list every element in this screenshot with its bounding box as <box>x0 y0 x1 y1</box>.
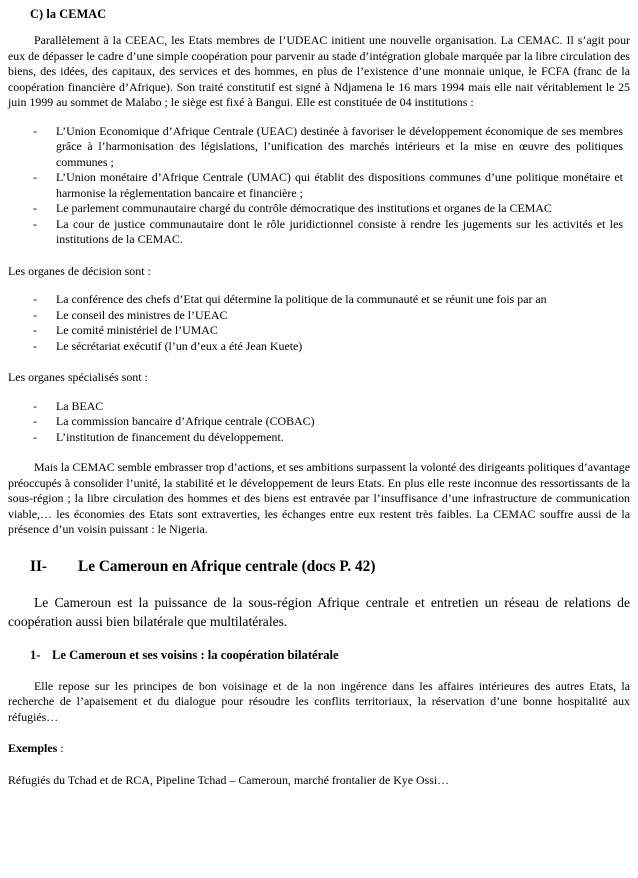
list-item <box>8 399 630 415</box>
list-item-text: L’institution de financement du développement. <box>56 429 284 444</box>
label-examples-colon: : <box>57 741 64 755</box>
list-item-text: Le sécrétariat exécutif (l’un d’eux a été Jean Kuete) <box>56 338 303 353</box>
dash-marker: - <box>33 429 37 444</box>
heading-subsection-1-text: Le Cameroun et ses voisins : la coopération bilatérale <box>52 647 339 662</box>
paragraph-cameroun-intro: Le Cameroun est la puissance de la sous-région Afrique centrale et entretien un réseau de relations de coopération aussi bien bilatérale que multilatérales. <box>8 594 630 629</box>
heading-section-ii-text: Le Cameroun en Afrique centrale (docs P. 42) <box>78 557 376 575</box>
list-item <box>8 339 630 355</box>
dash-marker: - <box>33 323 37 337</box>
paragraph-specialized-intro: Les organes spécialisés sont : <box>8 370 148 384</box>
list-item-text: La conférence des chefs d’Etat qui détermine la politique de la communauté et se réunit une fois par an <box>56 292 547 306</box>
paragraph-decision-intro: Les organes de décision sont : <box>8 263 151 278</box>
list-cemac-institutions <box>8 124 630 248</box>
dash-marker: - <box>33 414 37 428</box>
document-body <box>8 7 630 788</box>
heading-section-ii-number: II- <box>30 557 47 575</box>
dash-marker: - <box>33 307 37 322</box>
list-item <box>8 170 630 201</box>
list-specialized-organs <box>8 399 630 446</box>
list-item-text: Le comité ministériel de l’UMAC <box>56 323 218 337</box>
paragraph-examples-text: Réfugiés du Tchad et de RCA, Pipeline Tchad – Cameroun, marché frontalier de Kye Ossi… <box>8 772 450 787</box>
paragraph-bilateral-principles: Elle repose sur les principes de bon voisinage et de la non ingérence dans les affaires intérieures des autres Etats, la recherche de l’apaisement et du dialogue pour résoudre les conflits territoriaux, la réservation d’une bonne hospitalité aux réfugiés… <box>8 678 630 724</box>
list-item <box>8 323 630 339</box>
dash-marker: - <box>33 292 37 306</box>
dash-marker: - <box>33 201 37 215</box>
heading-section-c: C) la CEMAC <box>30 7 107 21</box>
list-item-text: La BEAC <box>56 398 104 413</box>
dash-marker: - <box>33 216 37 231</box>
paragraph-cemac-intro: Parallèlement à la CEEAC, les Etats membres de l’UDEAC initient une nouvelle organisation. La CEMAC. Il s’agit pour eux de dépasser le cadre d’une simple coopération pour parvenir au stade d’intégration globale marquée par la libre circulation des biens, des idées, des capitaux, des services et des hommes, en plus de l’existence d’une monnaie unique, le FCFA (franc de la coopération financière d’Afrique). Son traité constitutif est signé à Ndjamena le 16 mars 1994 mais elle nait véritablement le 25 juin 1999 au sommet de Malabo ; le siège est fixé à Bangui. Elle est constituée de 04 institutions : <box>8 33 630 109</box>
label-examples <box>8 741 630 757</box>
list-item <box>8 430 630 446</box>
list-item <box>8 308 630 324</box>
list-item-text: Le parlement communautaire chargé du contrôle démocratique des institutions et organes de la CEMAC <box>56 201 552 215</box>
dash-marker: - <box>33 123 37 138</box>
heading-subsection-1-number: 1- <box>30 647 41 662</box>
list-item <box>8 292 630 308</box>
heading-section-ii <box>30 557 630 577</box>
list-decision-organs <box>8 292 630 354</box>
list-item <box>8 217 630 248</box>
list-item-text: La commission bancaire d’Afrique centrale (COBAC) <box>56 414 315 428</box>
list-item-text: L’Union monétaire d’Afrique Centrale (UMAC) qui établit des dispositions communes d’une politique monétaire et harmonise la réglementation bancaire et financière ; <box>56 170 623 200</box>
dash-marker: - <box>33 398 37 413</box>
paragraph-cemac-critique: Mais la CEMAC semble embrasser trop d’actions, et ses ambitions surpassent la volonté des dirigeants politiques d’avantage préoccupés à consolider l’unité, la stabilité et le développement de leurs Etats. En plus elle reste inconnue des ressortissants de la sous-région ; la libre circulation des hommes et des biens est entravée par l’insuffisance d’une infrastructure de communication viable,… les économies des Etats sont extraverties, les échanges entre eux restent très faibles. La CEMAC souffre aussi de la présence d’un voisin puissant : le Nigeria. <box>8 460 630 536</box>
label-examples-bold: Exemples <box>8 741 58 755</box>
list-item-text: La cour de justice communautaire dont le rôle juridictionnel consiste à rendre les jugements sur les activités et les institutions de la CEMAC. <box>56 216 623 246</box>
list-item-text: Le conseil des ministres de l’UEAC <box>56 307 228 322</box>
heading-subsection-1 <box>30 647 630 663</box>
list-item <box>8 201 630 217</box>
dash-marker: - <box>33 170 37 184</box>
dash-marker: - <box>33 338 37 353</box>
list-item-text: L’Union Economique d’Afrique Centrale (UEAC) destinée à favoriser le développement économique de ses membres grâce à l’harmonisation des législations, l’unification des marchés intérieurs et la mise en œuvre des politiques communes ; <box>56 123 623 169</box>
list-item <box>8 124 630 171</box>
list-item <box>8 414 630 430</box>
